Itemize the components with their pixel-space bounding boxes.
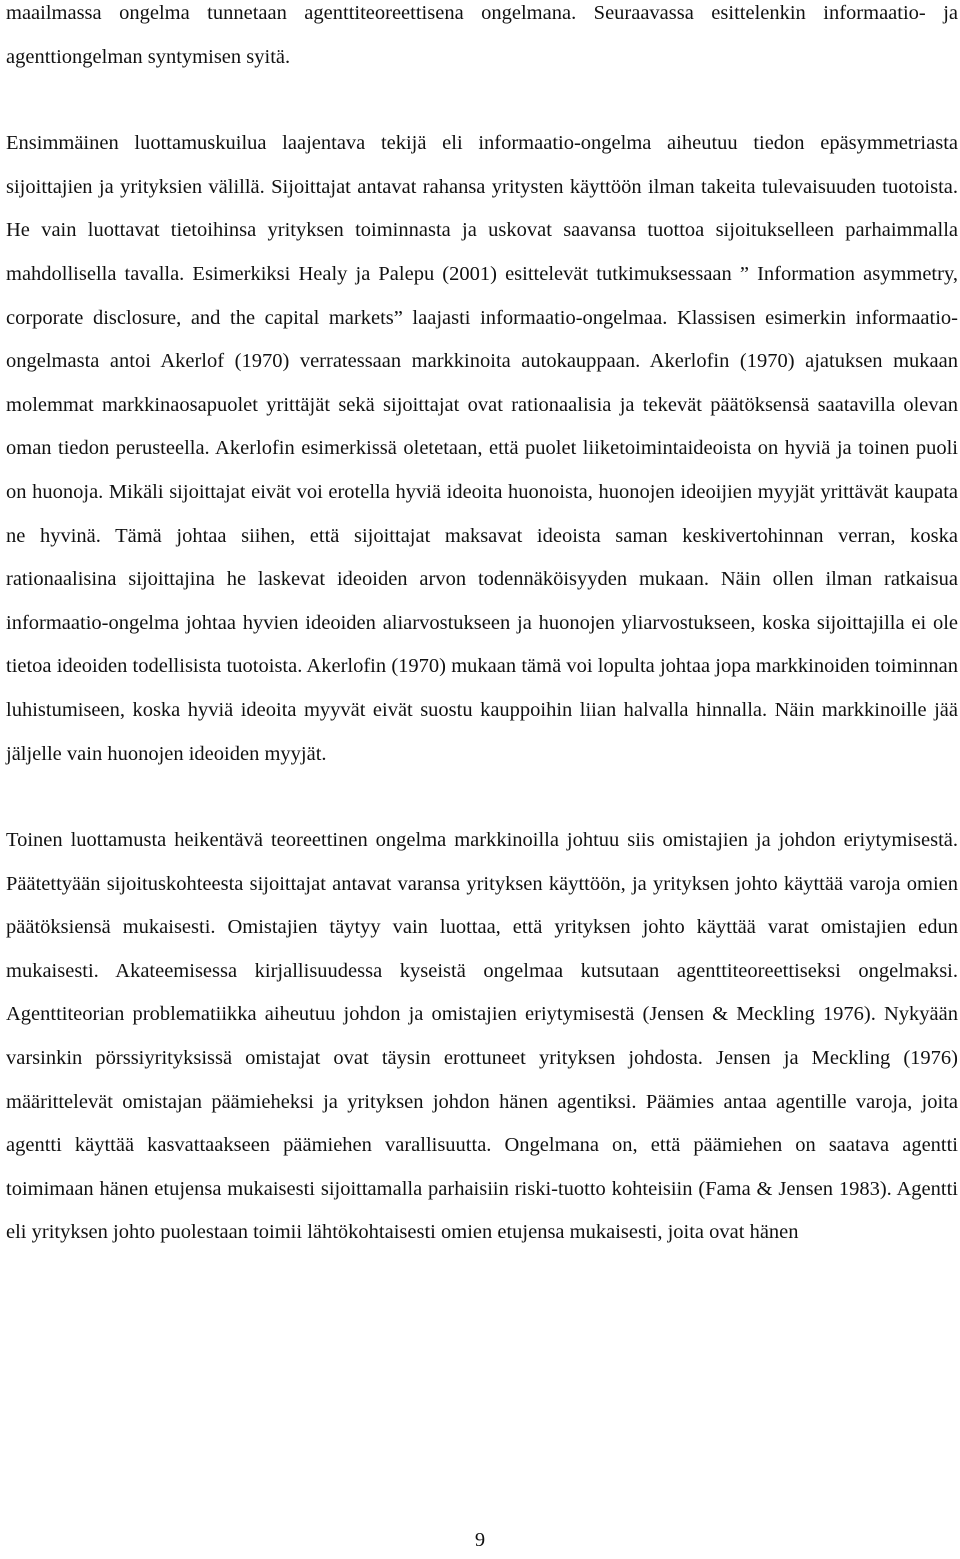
paragraph-2: Ensimmäinen luottamuskuilua laajentava tekijä eli informaatio-ongelma aiheutuu tiedon epäsymmetriasta sijoittajien ja yrityksien välillä. Sijoittajat antavat rahansa yritysten käyttöön ilman takeita tulevaisuuden tuotoista. He vain luottavat tietoihinsa yrityksen toiminnasta ja uskovat saavansa tuottoa sijoitukselleen parhaimmalla mahdollisella tavalla. Esimerkiksi Healy ja Palepu (2001) esittelevät tutkimuksessaan ” Information asymmetry, corporate disclosure, and the capital markets” laajasti informaatio-ongelmaa. Klassisen esimerkin informaatio-ongelmasta antoi Akerlof (1970) verratessaan markkinoita autokauppaan. Akerlofin (1970) ajatuksen mukaan molemmat markkinaosapuolet yrittäjät sekä sijoittajat ovat rationaalisia ja tekevät päätöksensä saatavilla olevan oman tiedon perusteella. Akerlofin esimerkissä oletetaan, että puolet liiketoimintaideoista on hyviä ja toinen puoli on huonoja. Mikäli sijoittajat eivät voi erotella hyviä ideoita huonoista, huonojen ideoijien myyjät yrittävät kaupata ne hyvinä. Tämä johtaa siihen, että sijoittajat maksavat ideoista saman keskivertohinnan verran, koska rationaalisina sijoittajina he laskevat ideoiden arvon todennäköisyyden mukaan. Näin ollen ilman ratkaisua informaatio-ongelma johtaa hyvien ideoiden aliarvostukseen ja huonojen yliarvostukseen, koska sijoittajilla ei ole tietoa ideoiden todellisista tuotoista. Akerlofin (1970) mukaan tämä voi lopulta johtaa jopa markkinoiden toiminnan luhistumiseen, koska hyviä ideoita myyvät eivät suostu kauppoihin liian halvalla hinnalla. Näin markkinoille jää jäljelle vain huonojen ideoiden myyjät. — [6, 132, 958, 765]
paragraph-3: Toinen luottamusta heikentävä teoreettinen ongelma markkinoilla johtuu siis omistajien ja johdon eriytymisestä. Päätettyään sijoituskohteesta sijoittajat antavat varansa yrityksen käyttöön, ja yrityksen johto käyttää varoja omien päätöksiensä mukaisesti. Omistajien täytyy vain luottaa, että yrityksen johto käyttää varat omistajien edun mukaisesti. Akateemisessa kirjallisuudessa kyseistä ongelmaa kutsutaan agenttiteoreettiseksi ongelmaksi. Agenttiteorian problematiikka aiheutuu johdon ja omistajien eriytymisestä (Jensen & Meckling 1976). Nykyään varsinkin pörssiyrityksissä omistajat ovat täysin erottuneet yrityksen johdosta. Jensen ja Meckling (1976) määrittelevät omistajan päämieheksi ja yrityksen johdon hänen agentiksi. Päämies antaa agentille varoja, joita agentti käyttää kasvattaakseen päämiehen varallisuutta. Ongelmana on, että päämiehen on saatava agentti toimimaan hänen etujensa mukaisesti sijoittamalla parhaisiin riski-tuotto kohteisiin (Fama & Jensen 1983). Agentti eli yrityksen johto puolestaan toimii lähtökohtaisesti omien etujensa mukaisesti, joita ovat hänen — [6, 829, 958, 1244]
paragraph-1: maailmassa ongelma tunnetaan agenttiteoreettisena ongelmana. Seuraavassa esittelenkin informaatio- ja agenttiongelman syntymisen syitä. — [6, 2, 958, 68]
page-number: 9 — [474, 1529, 486, 1551]
document-page — [6, 0, 958, 1255]
